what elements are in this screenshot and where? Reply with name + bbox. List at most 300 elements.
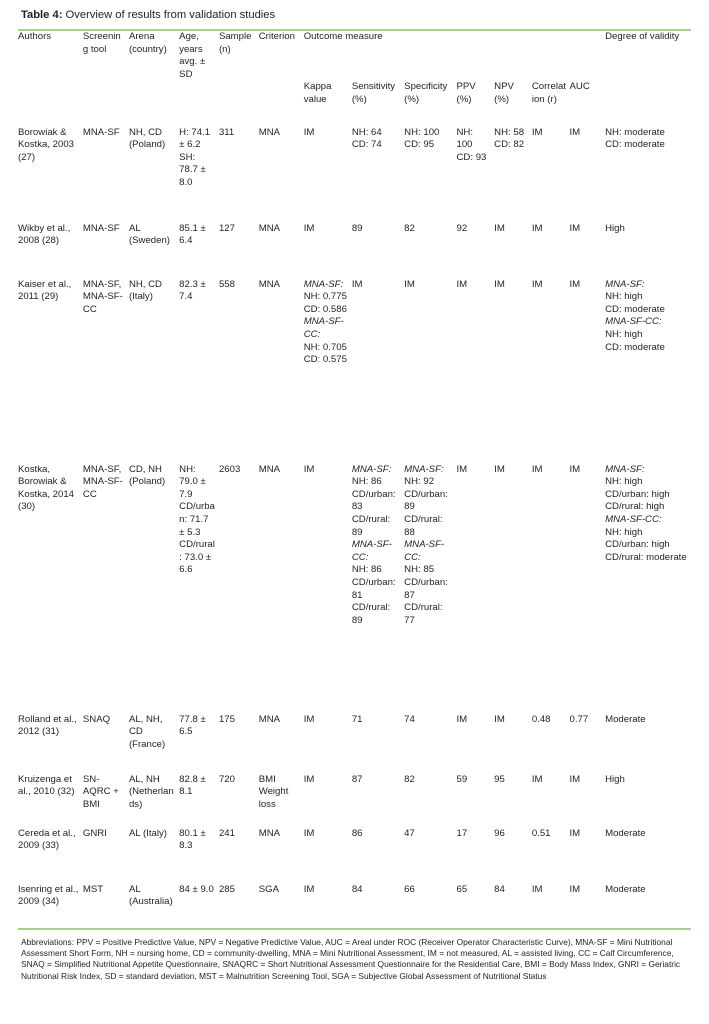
cell-content	[304, 279, 349, 367]
subheader-spacer-degree	[605, 81, 691, 106]
table-row	[18, 279, 691, 464]
subheader-spacer-age	[179, 81, 219, 106]
cell-content	[83, 223, 126, 236]
table-header	[18, 31, 691, 127]
cell-line: Wikby et al., 2008 (28)	[18, 222, 71, 247]
cell-line: CD: 0.575	[303, 354, 347, 366]
cell-line: IM	[303, 126, 315, 138]
cell-sample	[219, 828, 259, 884]
cell-auc	[570, 223, 606, 279]
cell-degree-of-validity	[605, 223, 691, 279]
cell-line: MNA	[258, 713, 281, 725]
cell-content	[18, 828, 80, 853]
cell-line: CD/urban: high	[605, 488, 670, 500]
cell-content	[219, 828, 256, 841]
cell-arena	[129, 127, 179, 223]
cell-content	[352, 279, 401, 292]
cell-content	[404, 464, 453, 628]
cell-line: 175	[218, 713, 235, 725]
subheader-spacer-criterion	[259, 81, 304, 106]
cell-line: GNRI	[82, 827, 107, 839]
cell-content	[605, 884, 688, 897]
cell-line: Rolland et al., 2012 (31)	[18, 713, 77, 738]
cell-criterion	[259, 828, 304, 884]
cell-content	[457, 884, 492, 897]
cell-kappa-value	[304, 464, 352, 714]
cell-line: IM	[494, 222, 505, 234]
cell-line: 0.51	[531, 827, 551, 839]
cell-line: 59	[456, 773, 468, 785]
cell-line: 2603	[218, 463, 241, 475]
caption-text: Overview of results from validation studies	[62, 9, 276, 21]
cell-screening-tool	[83, 127, 129, 223]
cell-kappa-value	[304, 884, 352, 928]
cell-auc	[570, 279, 606, 464]
cell-content	[219, 464, 256, 477]
cell-content	[404, 127, 453, 152]
table-row	[18, 223, 691, 279]
cell-content	[532, 828, 567, 841]
cell-line: NH: high	[605, 328, 643, 340]
cell-content	[570, 464, 603, 477]
table-bottom-rule	[18, 928, 691, 930]
cell-criterion	[259, 464, 304, 714]
cell-line: 96	[494, 827, 505, 839]
cell-line: SNAQ	[82, 713, 111, 725]
cell-sample	[219, 279, 259, 464]
cell-line: IM	[404, 278, 415, 290]
cell-line: NH: moderate	[605, 126, 665, 138]
cell-content	[494, 223, 529, 236]
cell-line: IM	[303, 463, 315, 475]
cell-line: AL (Sweden)	[128, 222, 170, 247]
cell-content	[532, 464, 567, 477]
cell-line: IM	[531, 773, 543, 785]
table-row	[18, 464, 691, 714]
cell-line: 87	[351, 773, 363, 785]
cell-correlation	[532, 774, 570, 828]
cell-line: NH: 100	[456, 126, 474, 151]
cell-correlation	[532, 828, 570, 884]
cell-content	[304, 774, 349, 787]
cell-line: Kostka, Borowiak & Kostka, 2014 (30)	[18, 463, 75, 513]
cell-kappa-value	[304, 223, 352, 279]
cell-content	[570, 828, 603, 841]
cell-line: IM	[303, 713, 315, 725]
cell-line: SN-AQRC + BMI	[82, 773, 119, 810]
cell-sensitivity	[352, 464, 404, 714]
col-header-npv: NPV (%)	[494, 81, 514, 105]
cell-arena	[129, 223, 179, 279]
cell-content	[129, 127, 176, 152]
cell-content	[129, 714, 176, 752]
cell-content	[219, 774, 256, 787]
cell-age	[179, 828, 219, 884]
cell-line: 92	[456, 222, 468, 234]
cell-content	[83, 828, 126, 841]
cell-arena	[129, 774, 179, 828]
cell-line: MNA-SF	[82, 126, 120, 138]
cell-content	[129, 464, 176, 489]
cell-sensitivity	[352, 714, 404, 774]
cell-npv	[494, 714, 532, 774]
cell-line-emphasis: MNA-SF:	[404, 463, 444, 475]
cell-content	[352, 714, 401, 727]
cell-ppv	[457, 828, 495, 884]
cell-line: IM	[569, 827, 581, 839]
cell-line: IM	[494, 713, 505, 725]
cell-sample	[219, 464, 259, 714]
cell-line: NH: 86	[351, 476, 382, 488]
subheader-spacer-tool	[83, 81, 129, 106]
cell-line: Moderate	[605, 827, 646, 839]
cell-line: NH: high	[605, 526, 643, 538]
subheader-spacer-arena	[129, 81, 179, 106]
cell-content	[532, 774, 567, 787]
cell-line: Borowiak & Kostka, 2003 (27)	[18, 126, 75, 163]
cell-criterion	[259, 774, 304, 828]
cell-specificity	[404, 714, 456, 774]
cell-line: IM	[456, 713, 468, 725]
cell-content	[457, 223, 492, 236]
cell-content	[219, 884, 256, 897]
cell-correlation	[532, 127, 570, 223]
cell-content	[457, 828, 492, 841]
cell-line: 80.1 ± 8.3	[179, 827, 206, 852]
cell-content	[605, 464, 688, 565]
cell-content	[404, 828, 453, 841]
cell-line: Isenring et al., 2009 (34)	[18, 883, 79, 908]
cell-degree-of-validity	[605, 127, 691, 223]
cell-specificity	[404, 127, 456, 223]
cell-arena	[129, 464, 179, 714]
cell-content	[570, 884, 603, 897]
cell-line: Moderate	[605, 883, 646, 895]
cell-line: MST	[82, 883, 104, 895]
table-row	[18, 714, 691, 774]
cell-auc	[570, 884, 606, 928]
cell-age	[179, 464, 219, 714]
cell-line: BMI Weight loss	[258, 773, 289, 810]
cell-line: NH: 86	[351, 564, 382, 576]
cell-content	[129, 223, 176, 248]
table-caption	[18, 0, 691, 23]
cell-line-emphasis: MNA-SF:	[351, 463, 392, 475]
subheader-spacer-authors	[18, 81, 83, 106]
cell-line: NH, CD (Poland)	[128, 126, 166, 151]
cell-npv	[494, 279, 532, 464]
cell-authors	[18, 774, 83, 828]
cell-content	[18, 127, 80, 165]
cell-npv	[494, 884, 532, 928]
cell-content	[219, 714, 256, 727]
cell-arena	[129, 279, 179, 464]
col-header-sample: Sample (n)	[218, 31, 252, 55]
cell-content	[83, 884, 126, 897]
cell-line: High	[605, 773, 625, 785]
cell-content	[532, 127, 567, 140]
cell-content	[494, 774, 529, 787]
cell-content	[179, 884, 216, 897]
cell-criterion	[259, 223, 304, 279]
cell-content	[219, 223, 256, 236]
cell-screening-tool	[83, 884, 129, 928]
cell-line: IM	[303, 827, 315, 839]
cell-line: IM	[531, 126, 543, 138]
col-header-authors: Authors	[18, 31, 52, 42]
cell-line: IM	[303, 773, 315, 785]
cell-content	[18, 279, 80, 304]
cell-content	[570, 714, 603, 727]
cell-line: MNA	[258, 278, 281, 290]
cell-auc	[570, 714, 606, 774]
cell-content	[179, 714, 216, 739]
cell-content	[404, 223, 453, 236]
cell-content	[179, 127, 216, 190]
subheader-spacer-sample	[219, 81, 259, 106]
cell-line: 82.8 ± 8.1	[179, 773, 206, 798]
cell-sensitivity	[352, 828, 404, 884]
cell-line-emphasis: MNA-SF-CC:	[404, 539, 445, 563]
cell-age	[179, 884, 219, 928]
cell-content	[304, 884, 349, 897]
cell-content	[352, 828, 401, 841]
cell-line: High	[605, 222, 625, 234]
header-row-sub	[18, 81, 691, 106]
cell-line: 86	[351, 827, 363, 839]
cell-line: CD/rural: 89	[351, 602, 391, 626]
cell-line: SH: 78.7 ± 8.0	[179, 151, 206, 188]
cell-line: CD/rural: 77	[404, 602, 443, 626]
cell-content	[570, 127, 603, 140]
cell-criterion	[259, 884, 304, 928]
cell-line: IM	[569, 278, 581, 290]
cell-line: MNA	[258, 126, 281, 138]
cell-line: CD: 0.586	[303, 303, 347, 315]
cell-content	[83, 127, 126, 140]
cell-kappa-value	[304, 828, 352, 884]
cell-line: NH: 79.0 ± 7.9	[179, 463, 206, 500]
cell-content	[570, 774, 603, 787]
cell-line: 95	[494, 773, 505, 785]
cell-authors	[18, 279, 83, 464]
cell-sensitivity	[352, 279, 404, 464]
header-row-top	[18, 31, 691, 81]
cell-content	[259, 464, 301, 477]
cell-authors	[18, 464, 83, 714]
cell-line: NH: 85	[404, 564, 435, 576]
cell-specificity	[404, 223, 456, 279]
cell-line: CD: moderate	[605, 139, 665, 151]
cell-line: CD/urban: 89	[404, 488, 448, 513]
cell-line: NH, CD (Italy)	[128, 278, 162, 303]
cell-content	[570, 279, 603, 292]
cell-content	[83, 279, 126, 317]
cell-line: NH: 0.775	[303, 291, 347, 303]
cell-line: NH: 58	[494, 126, 525, 138]
table-body	[18, 127, 691, 928]
cell-auc	[570, 828, 606, 884]
cell-line: IM	[456, 463, 468, 475]
cell-content	[457, 714, 492, 727]
cell-line: IM	[569, 222, 581, 234]
cell-auc	[570, 774, 606, 828]
cell-sample	[219, 884, 259, 928]
cell-line-emphasis: MNA-SF:	[605, 278, 645, 290]
cell-degree-of-validity	[605, 279, 691, 464]
cell-line: SGA	[258, 883, 279, 895]
cell-line: CD/urban: 71.7 ± 5.3	[179, 501, 215, 538]
cell-line-emphasis: MNA-SF-CC:	[303, 316, 344, 340]
cell-line: AL (Australia)	[128, 883, 173, 908]
header-spacer-cell	[18, 107, 691, 127]
cell-specificity	[404, 828, 456, 884]
cell-line: IM	[456, 278, 468, 290]
cell-content	[18, 223, 80, 248]
cell-line: 84	[351, 883, 363, 895]
table-row	[18, 127, 691, 223]
cell-content	[605, 714, 688, 727]
col-header-specificity: Specificity (%)	[404, 81, 448, 105]
cell-content	[532, 223, 567, 236]
cell-criterion	[259, 279, 304, 464]
cell-line: CD/rural: 88	[404, 513, 443, 538]
cell-npv	[494, 127, 532, 223]
cell-content	[83, 464, 126, 502]
cell-line: IM	[569, 126, 581, 138]
cell-specificity	[404, 464, 456, 714]
cell-content	[532, 884, 567, 897]
cell-content	[259, 279, 301, 292]
cell-sensitivity	[352, 774, 404, 828]
cell-kappa-value	[304, 127, 352, 223]
cell-line: NH: high	[605, 291, 643, 303]
cell-line: 82	[404, 773, 415, 785]
cell-content	[259, 223, 301, 236]
col-header-outcome-measure: Outcome measure	[303, 31, 383, 42]
cell-line: 0.48	[531, 713, 551, 725]
cell-content	[605, 223, 688, 236]
cell-age	[179, 279, 219, 464]
cell-content	[179, 279, 216, 304]
cell-ppv	[457, 223, 495, 279]
caption-label: Table 4:	[21, 9, 63, 21]
cell-screening-tool	[83, 714, 129, 774]
header-spacer-row	[18, 107, 691, 127]
col-header-age: Age, years avg. ± SD	[179, 31, 206, 80]
cell-sample	[219, 714, 259, 774]
cell-content	[457, 774, 492, 787]
cell-line: CD: moderate	[605, 303, 665, 315]
cell-content	[129, 884, 176, 909]
cell-line: IM	[531, 278, 543, 290]
cell-correlation	[532, 279, 570, 464]
cell-line: 89	[351, 222, 363, 234]
cell-content	[570, 223, 603, 236]
cell-line: MNA-SF	[82, 222, 120, 234]
cell-content	[18, 464, 80, 514]
cell-content	[352, 464, 401, 628]
cell-arena	[129, 828, 179, 884]
cell-correlation	[532, 884, 570, 928]
cell-line: MNA-SF, MNA-SF-CC	[82, 278, 123, 315]
cell-content	[259, 127, 301, 140]
col-header-sensitivity: Sensitivity (%)	[351, 81, 396, 105]
cell-line: 82	[404, 222, 415, 234]
cell-line: IM	[303, 222, 315, 234]
cell-content	[129, 774, 176, 812]
cell-content	[352, 223, 401, 236]
cell-content	[18, 884, 80, 909]
cell-line: 74	[404, 713, 415, 725]
cell-criterion	[259, 714, 304, 774]
cell-content	[605, 279, 688, 355]
cell-content	[259, 774, 301, 812]
cell-content	[219, 279, 256, 292]
cell-content	[83, 774, 126, 812]
cell-content	[494, 279, 529, 292]
cell-line: H: 74.1 ± 6.2	[179, 126, 211, 151]
cell-ppv	[457, 464, 495, 714]
cell-line: 82.3 ± 7.4	[179, 278, 206, 303]
cell-line-emphasis: MNA-SF:	[303, 278, 344, 290]
cell-line: MNA	[258, 222, 281, 234]
cell-content	[129, 828, 176, 841]
cell-content	[404, 774, 453, 787]
cell-degree-of-validity	[605, 464, 691, 714]
cell-arena	[129, 884, 179, 928]
table-row	[18, 828, 691, 884]
validation-results-table	[18, 31, 691, 928]
cell-line-emphasis: MNA-SF-CC:	[605, 513, 662, 525]
cell-line: CD/urban: high	[605, 539, 670, 551]
col-header-degree-of-validity: Degree of validity	[605, 31, 680, 42]
cell-ppv	[457, 279, 495, 464]
cell-line: Moderate	[605, 713, 646, 725]
table-row	[18, 884, 691, 928]
cell-content	[404, 279, 453, 292]
cell-content	[605, 127, 688, 152]
cell-line: 65	[456, 883, 468, 895]
cell-line: 241	[218, 827, 235, 839]
cell-line: Kaiser et al., 2011 (29)	[18, 278, 72, 303]
cell-screening-tool	[83, 774, 129, 828]
cell-npv	[494, 774, 532, 828]
cell-line: CD/urban: 81	[351, 576, 396, 601]
cell-line: CD/rural: 73.0 ± 6.6	[179, 539, 215, 576]
cell-content	[605, 774, 688, 787]
cell-sample	[219, 223, 259, 279]
cell-content	[532, 714, 567, 727]
cell-line: CD: moderate	[605, 341, 665, 353]
cell-correlation	[532, 223, 570, 279]
cell-content	[494, 714, 529, 727]
cell-ppv	[457, 714, 495, 774]
cell-line: IM	[494, 278, 505, 290]
cell-authors	[18, 884, 83, 928]
cell-line: CD: 95	[404, 139, 435, 151]
cell-line: CD, NH (Poland)	[128, 463, 166, 488]
cell-content	[494, 884, 529, 897]
cell-line: 0.77	[569, 713, 589, 725]
cell-sensitivity	[352, 223, 404, 279]
cell-age	[179, 127, 219, 223]
cell-content	[404, 714, 453, 727]
cell-npv	[494, 828, 532, 884]
cell-line: 311	[218, 126, 235, 138]
col-header-arena: Arena (country)	[128, 31, 167, 55]
cell-ppv	[457, 884, 495, 928]
